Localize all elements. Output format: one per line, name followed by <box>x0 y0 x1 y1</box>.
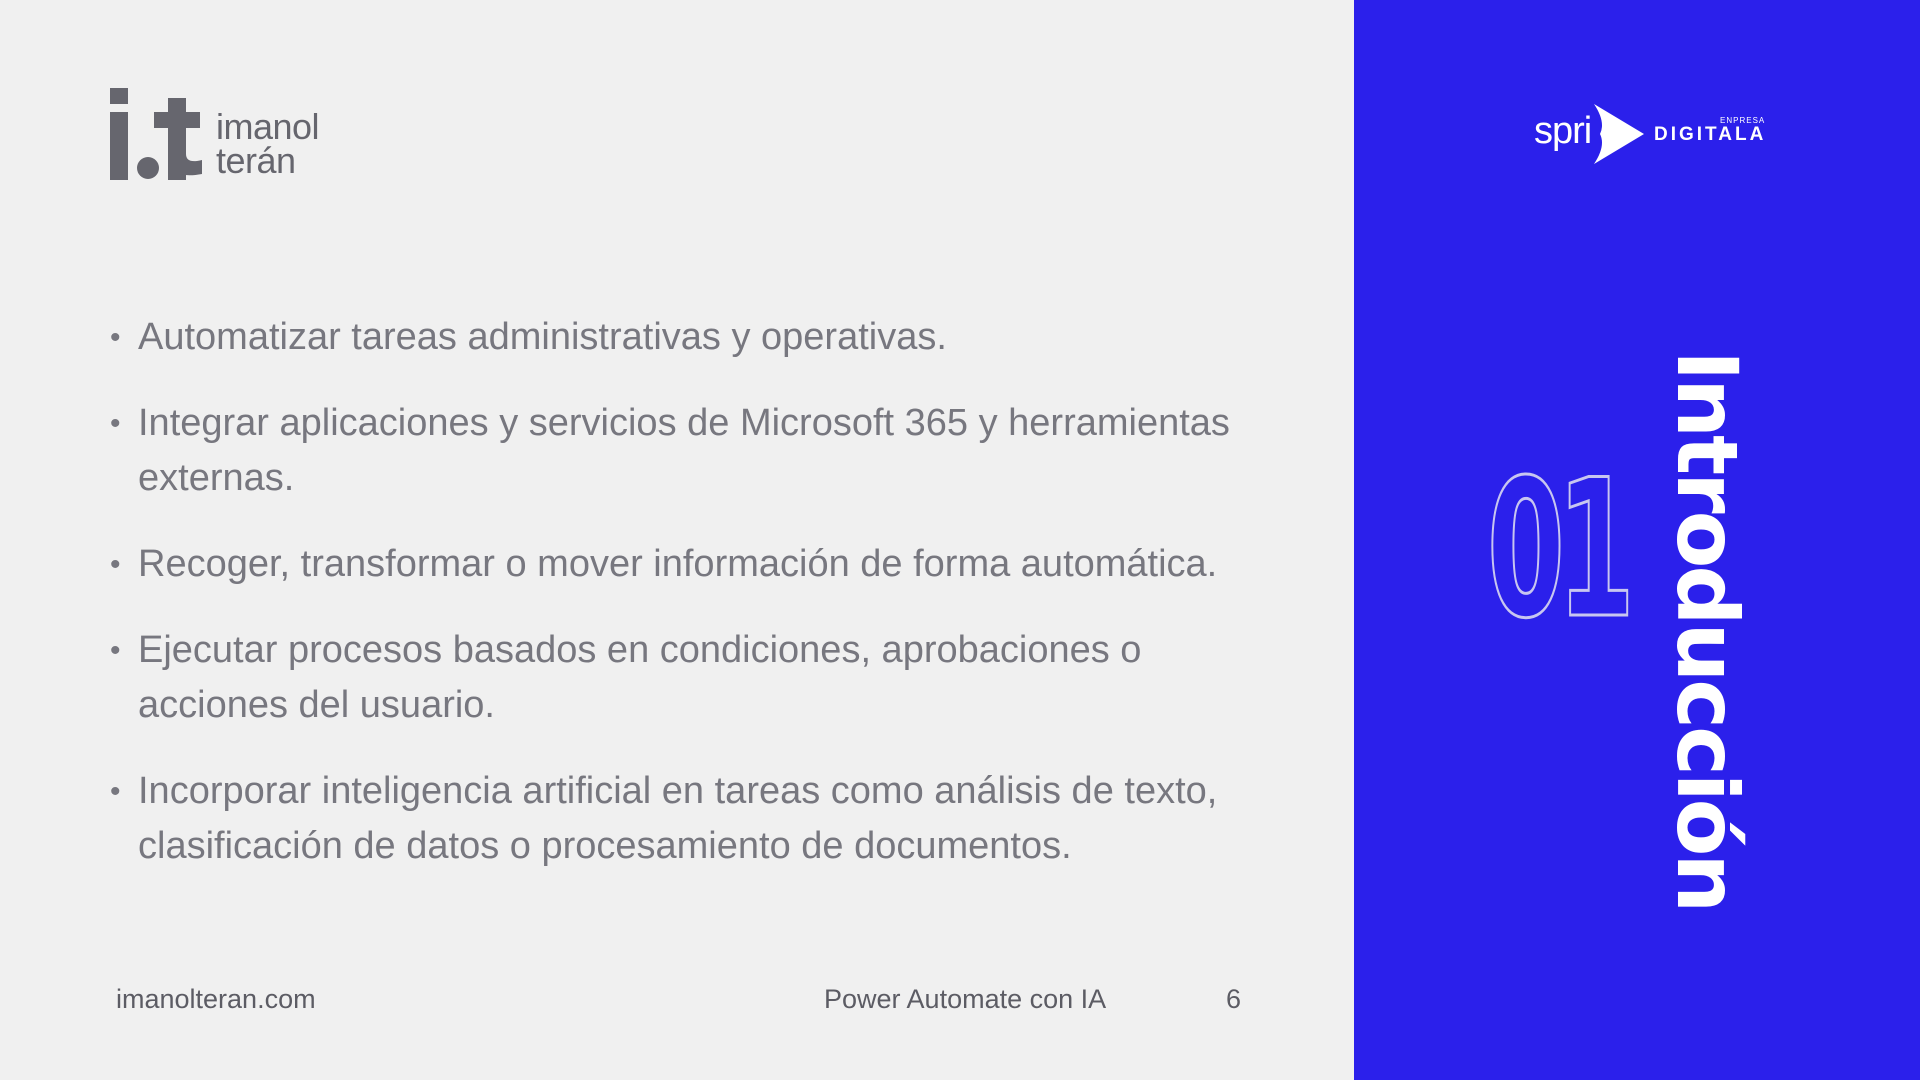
footer-site: imanolteran.com <box>116 984 316 1014</box>
arrow-icon <box>1590 102 1646 166</box>
footer-course-title: Power Automate con IA <box>824 984 1107 1014</box>
logo-name <box>216 106 320 181</box>
section-number-text: 01 <box>1487 439 1628 660</box>
bullet-item: • Ejecutar procesos basados en condiciones, aprobaciones o acciones del usuario. <box>110 623 1260 733</box>
bullet-list <box>110 310 1260 905</box>
spri-logo-word: DIGITALA <box>1654 124 1767 145</box>
bullet-item: • Incorporar inteligencia artificial en tareas como análisis de texto, clasificación de datos o procesamiento de documentos. <box>110 764 1260 874</box>
section-panel <box>1354 0 1920 1080</box>
it-logo-icon <box>110 88 202 180</box>
spri-logo-text: spri <box>1534 110 1592 152</box>
page-number: 6 <box>1226 984 1242 1014</box>
bullet-item: • Recoger, transformar o mover información de forma automática. <box>110 537 1260 592</box>
logo-name-line2: terán <box>216 140 296 181</box>
imanol-teran-logo <box>110 88 340 183</box>
bullet-item: • Integrar aplicaciones y servicios de Microsoft 365 y herramientas externas. <box>110 396 1260 506</box>
bullet-item: • Automatizar tareas administrativas y operativas. <box>110 310 1260 365</box>
section-number <box>1482 439 1632 660</box>
logo-name-line1: imanol <box>216 106 320 147</box>
section-title: Introducción <box>1658 350 1756 911</box>
spri-logo <box>1534 98 1794 170</box>
spri-logo-small-text: ENPRESA <box>1720 116 1766 125</box>
